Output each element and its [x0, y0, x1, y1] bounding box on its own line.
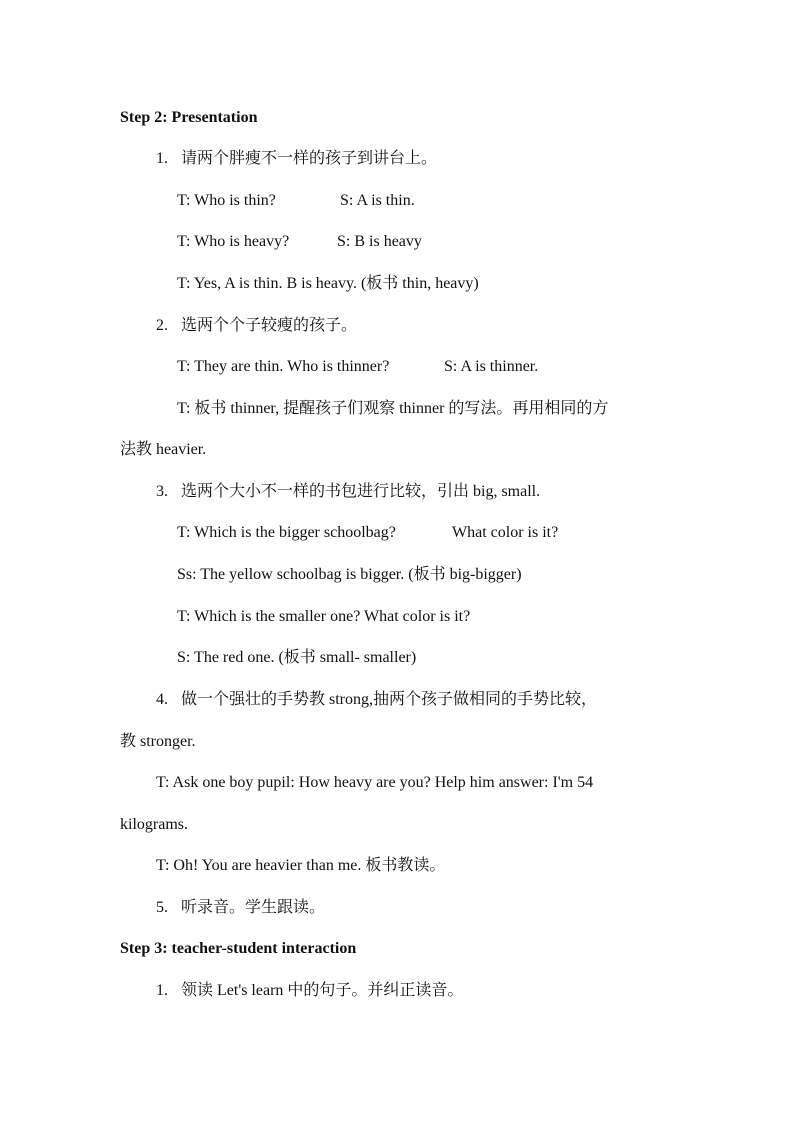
teacher-line: T: Which is the bigger schoolbag? [177, 524, 396, 541]
step2-item-2 [156, 316, 357, 336]
continuation-line: 教 stronger. [120, 733, 196, 750]
item-number: 4. [156, 691, 168, 708]
teacher-line: T: They are thin. Who is thinner? [177, 358, 390, 375]
student-line: S: A is thin. [340, 192, 415, 209]
step2-item-1 [156, 149, 437, 169]
item-text: 做一个强壮的手势教 strong,抽两个孩子做相同的手势比较， [181, 691, 598, 708]
item-text: 听录音。学生跟读。 [181, 899, 326, 916]
dialogue-line: T: Yes, A is thin. B is heavy. (板书 thin, heavy) [177, 275, 479, 292]
item-text: 选两个大小不一样的书包进行比较，引出 big, small. [181, 483, 541, 500]
dialogue-line [177, 191, 415, 211]
step2-item-4 [156, 690, 597, 710]
item-number: 1. [156, 982, 168, 999]
item-text: 选两个个子较瘦的孩子。 [181, 317, 358, 334]
dialogue-line: T: Oh! You are heavier than me. 板书教读。 [156, 857, 446, 874]
item-text: 请两个胖瘦不一样的孩子到讲台上。 [181, 150, 438, 167]
dialogue-line: T: Ask one boy pupil: How heavy are you? Help him answer: I'm 54 [156, 774, 594, 791]
dialogue-line [177, 232, 422, 252]
item-number: 5. [156, 899, 168, 916]
item-text: 领读 Let's learn 中的句子。并纠正读音。 [181, 982, 464, 999]
dialogue-line: T: 板书 thinner, 提醒孩子们观察 thinner 的写法。再用相同的方 [177, 400, 609, 417]
dialogue-line: Ss: The yellow schoolbag is bigger. (板书 big-bigger) [177, 566, 522, 583]
dialogue-line: T: Which is the smaller one? What color is it? [177, 608, 471, 625]
dialogue-line [177, 523, 558, 543]
student-line: S: B is heavy [337, 233, 422, 250]
step2-item-5 [156, 898, 325, 918]
continuation-line: kilograms. [120, 816, 188, 833]
student-line: S: A is thinner. [444, 358, 539, 375]
teacher-line: T: Who is thin? [177, 192, 276, 209]
step3-heading: Step 3: teacher-student interaction [120, 940, 357, 957]
dialogue-line: S: The red one. (板书 small- smaller) [177, 649, 417, 666]
teacher-line: T: Who is heavy? [177, 233, 290, 250]
step3-item-1 [156, 981, 463, 1001]
item-number: 3. [156, 483, 168, 500]
item-number: 2. [156, 317, 168, 334]
dialogue-line [177, 357, 538, 377]
item-number: 1. [156, 150, 168, 167]
teacher-line: What color is it? [452, 524, 559, 541]
continuation-line: 法教 heavier. [120, 441, 207, 458]
step2-item-3 [156, 482, 540, 502]
step2-heading: Step 2: Presentation [120, 109, 258, 126]
